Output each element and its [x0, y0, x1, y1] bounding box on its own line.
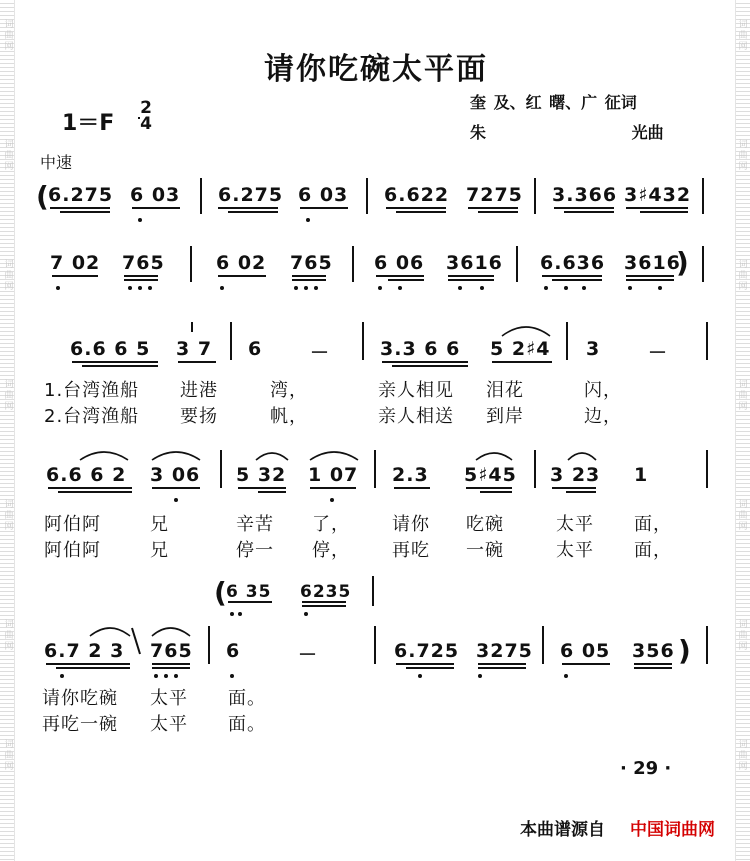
lyric-verse1: 辛苦	[236, 514, 274, 535]
watermark-mark: 词 曲 网	[738, 140, 748, 172]
measure-note: 6.275	[218, 184, 284, 206]
watermark-mark: 词 曲 网	[4, 740, 14, 772]
measure-note: 765	[122, 252, 165, 274]
watermark-mark: 词 曲 网	[738, 500, 748, 532]
close-paren: )	[676, 246, 689, 279]
song-title: 请你吃碗太平面	[264, 52, 488, 87]
tempo-mark: 中速	[40, 153, 73, 172]
lyric-verse2: 太平	[556, 540, 594, 561]
source-label: 本曲谱源自	[520, 820, 605, 840]
lyric-verse1: 兄	[150, 514, 169, 535]
lyric-verse2: 亲人相送	[378, 406, 454, 427]
measure-note: 6.6 6 2	[46, 464, 127, 486]
composer-credit: 朱 光曲	[470, 123, 664, 142]
lyric-verse2: 再吃一碗	[42, 714, 118, 735]
open-paren: (	[214, 576, 227, 609]
site-link[interactable]: 中国词曲网	[630, 820, 715, 840]
lyric-verse1: 太平	[556, 514, 594, 535]
lyric-verse2: 停，	[312, 540, 350, 561]
measure-note: 1 07	[308, 464, 359, 486]
lyric-verse1: 湾，	[270, 380, 308, 401]
measure-note: 6.7 2 3	[44, 640, 125, 662]
measure-note: －	[648, 342, 669, 364]
page-number: · 29 ·	[620, 758, 672, 779]
lyric-verse1: 进港	[180, 380, 218, 401]
octave-dots	[56, 218, 662, 678]
measure-note: 5♯45	[464, 464, 517, 486]
meter-top: 2	[140, 98, 152, 118]
lyric-verse1: 了，	[312, 514, 350, 535]
measure-note: 3 7	[176, 338, 213, 360]
lyric-verse1: 面。	[228, 688, 266, 709]
watermark-mark: 词 曲 网	[738, 740, 748, 772]
measure-note: 3.366	[552, 184, 618, 206]
slurs	[80, 327, 596, 636]
measure-note: 2.3	[392, 464, 429, 486]
measure-note: 6.622	[384, 184, 450, 206]
lyric-verse2: 到岸	[486, 406, 524, 427]
measure-note: 6	[248, 338, 263, 360]
watermark-mark: 词 曲 网	[4, 380, 14, 412]
measure-note: －	[298, 644, 319, 666]
lyric-verse1: 请你吃碗	[42, 688, 118, 709]
lyric-verse2: 阿伯阿	[44, 540, 101, 561]
measure-note: 3 06	[150, 464, 201, 486]
watermark-mark: 词 曲 网	[738, 260, 748, 292]
measure-note: 5 32	[236, 464, 287, 486]
measure-note: 7275	[466, 184, 523, 206]
measure-note: 3616	[624, 252, 681, 274]
lyric-verse2: 面。	[228, 714, 266, 735]
lyric-verse2: 面，	[634, 540, 672, 561]
open-paren: (	[36, 180, 49, 213]
lyric-verse2: 要扬	[180, 406, 218, 427]
lyric-verse1: 闪，	[584, 380, 622, 401]
lyric-verse2: 边，	[584, 406, 622, 427]
lyricist-credit: 奎 及、红 曙、广 征词	[470, 93, 637, 112]
watermark-mark: 词 曲 网	[4, 620, 14, 652]
lyric-verse2: 太平	[150, 714, 188, 735]
measure-note: 356	[632, 640, 675, 662]
measure-note: 6 03	[298, 184, 349, 206]
measure-note: 3♯432	[624, 184, 692, 206]
beam-lines	[46, 208, 688, 668]
measure-note: 6	[226, 640, 241, 662]
lyric-verse1: 面，	[634, 514, 672, 535]
watermark-mark: 词 曲 网	[738, 20, 748, 52]
measure-note: 6.725	[394, 640, 460, 662]
measure-note: 3.3 6 6	[380, 338, 461, 360]
measure-note: 6 03	[130, 184, 181, 206]
lyric-verse1: 阿伯阿	[44, 514, 101, 535]
measure-note: 6.275	[48, 184, 114, 206]
measure-note: 6235	[300, 582, 352, 602]
lyric-verse1: 吃碗	[466, 514, 504, 535]
measure-note: 765	[290, 252, 333, 274]
measure-note: 6 35	[226, 582, 272, 602]
measure-note: 6 02	[216, 252, 267, 274]
measure-note: 3616	[446, 252, 503, 274]
watermark-mark: 词 曲 网	[4, 140, 14, 172]
watermark-mark: 词 曲 网	[4, 500, 14, 532]
lyric-verse2: 停一	[236, 540, 274, 561]
measure-note: 3	[586, 338, 601, 360]
watermark-mark: 词 曲 网	[738, 620, 748, 652]
key-signature: 1＝F	[62, 111, 115, 136]
measure-note: 7 02	[50, 252, 101, 274]
lyric-verse2: 一碗	[466, 540, 504, 561]
measure-note: 6 05	[560, 640, 611, 662]
lyric-verse2: 2.台湾渔船	[44, 406, 140, 427]
lyric-verse2: 再吃	[392, 540, 430, 561]
lyric-verse1: 泪花	[486, 380, 524, 401]
watermark-mark: 词 曲 网	[738, 380, 748, 412]
meter-bottom: 4	[140, 114, 152, 134]
measure-note: 1	[634, 464, 649, 486]
measure-note: 6.636	[540, 252, 606, 274]
lyric-verse2: 帆，	[270, 406, 308, 427]
close-paren: )	[678, 634, 691, 667]
lyric-verse1: 1.台湾渔船	[44, 380, 140, 401]
lyric-verse1: 请你	[392, 514, 430, 535]
watermark-mark: 词 曲 网	[4, 20, 14, 52]
measure-note: 765	[150, 640, 193, 662]
lyric-verse1: 太平	[150, 688, 188, 709]
measure-note: 6 06	[374, 252, 425, 274]
lyric-verse2: 兄	[150, 540, 169, 561]
measure-note: 6.6 6 5	[70, 338, 151, 360]
watermark-mark: 词 曲 网	[4, 260, 14, 292]
measure-note: 3 23	[550, 464, 601, 486]
lyric-verse1: 亲人相见	[378, 380, 454, 401]
measure-note: －	[310, 342, 331, 364]
measure-note: 5 2♯4	[490, 338, 551, 360]
measure-note: 3275	[476, 640, 533, 662]
